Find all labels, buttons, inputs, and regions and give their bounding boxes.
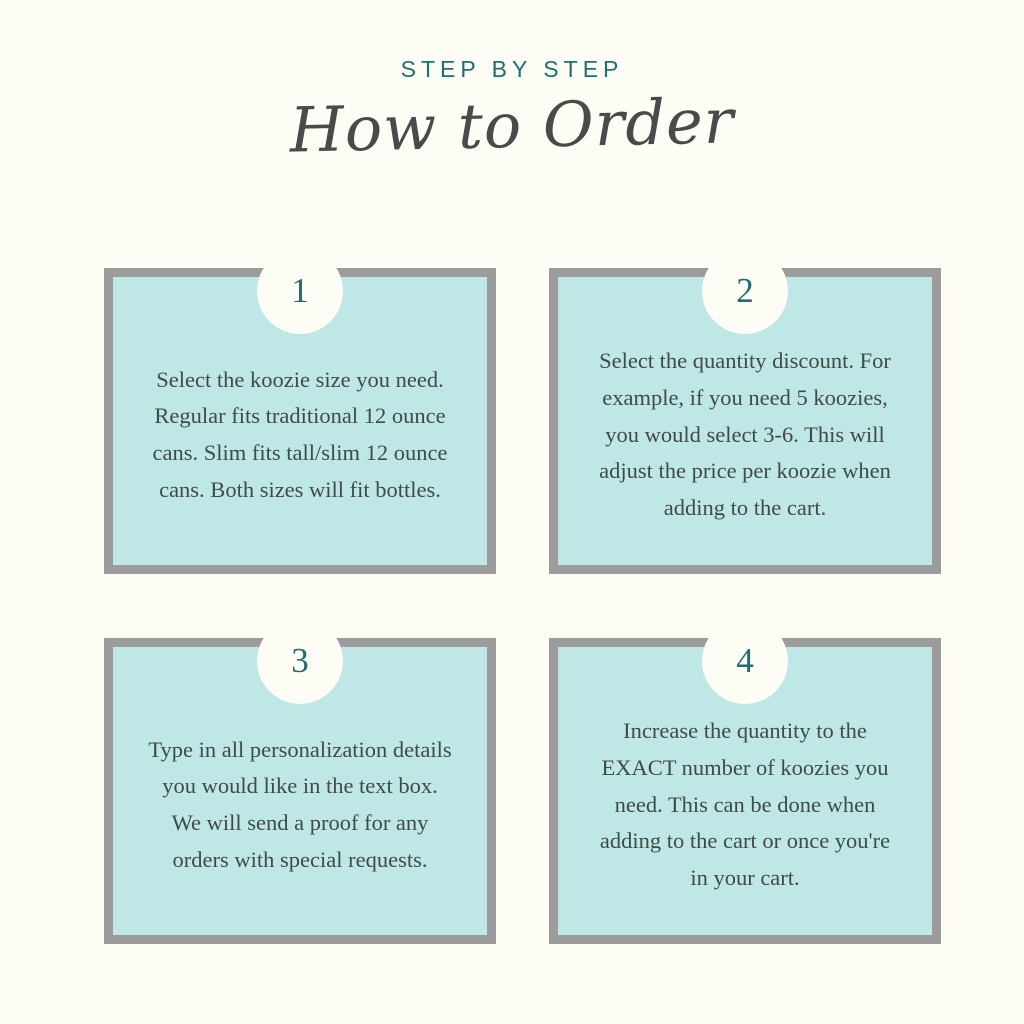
step-card-1-text: Select the koozie size you need. Regular fits traditional 12 ounce cans. Slim fits tall/slim 12 ounce cans. Both sizes will fit bottles.	[152, 366, 448, 502]
step-badge-2-number: 2	[736, 270, 754, 310]
step-card-3-text: Type in all personalization details you would like in the text box. We will send a proof for any orders with special requests.	[148, 736, 452, 872]
step-badge-1	[257, 248, 343, 334]
step-badge-3-number: 3	[291, 640, 309, 680]
step-card-3	[104, 618, 496, 944]
step-card-4	[525, 618, 917, 944]
step-badge-1-number: 1	[291, 270, 309, 310]
page-title: How to Order	[288, 84, 736, 167]
header	[0, 0, 1024, 165]
steps-grid	[0, 248, 1024, 944]
step-badge-2	[702, 248, 788, 334]
step-badge-4	[702, 618, 788, 704]
step-card-2	[525, 248, 917, 574]
step-badge-3	[257, 618, 343, 704]
eyebrow-label: STEP BY STEP	[400, 56, 624, 82]
step-card-1	[104, 248, 496, 574]
step-card-4-text: Increase the quantity to the EXACT number of koozies you need. This can be done when adding to the cart or once you're in your cart.	[599, 718, 891, 890]
step-card-2-text: Select the quantity discount. For example, if you need 5 koozies, you would select 3-6. This will adjust the price per koozie when adding to the cart.	[599, 348, 891, 520]
step-badge-4-number: 4	[736, 640, 754, 680]
